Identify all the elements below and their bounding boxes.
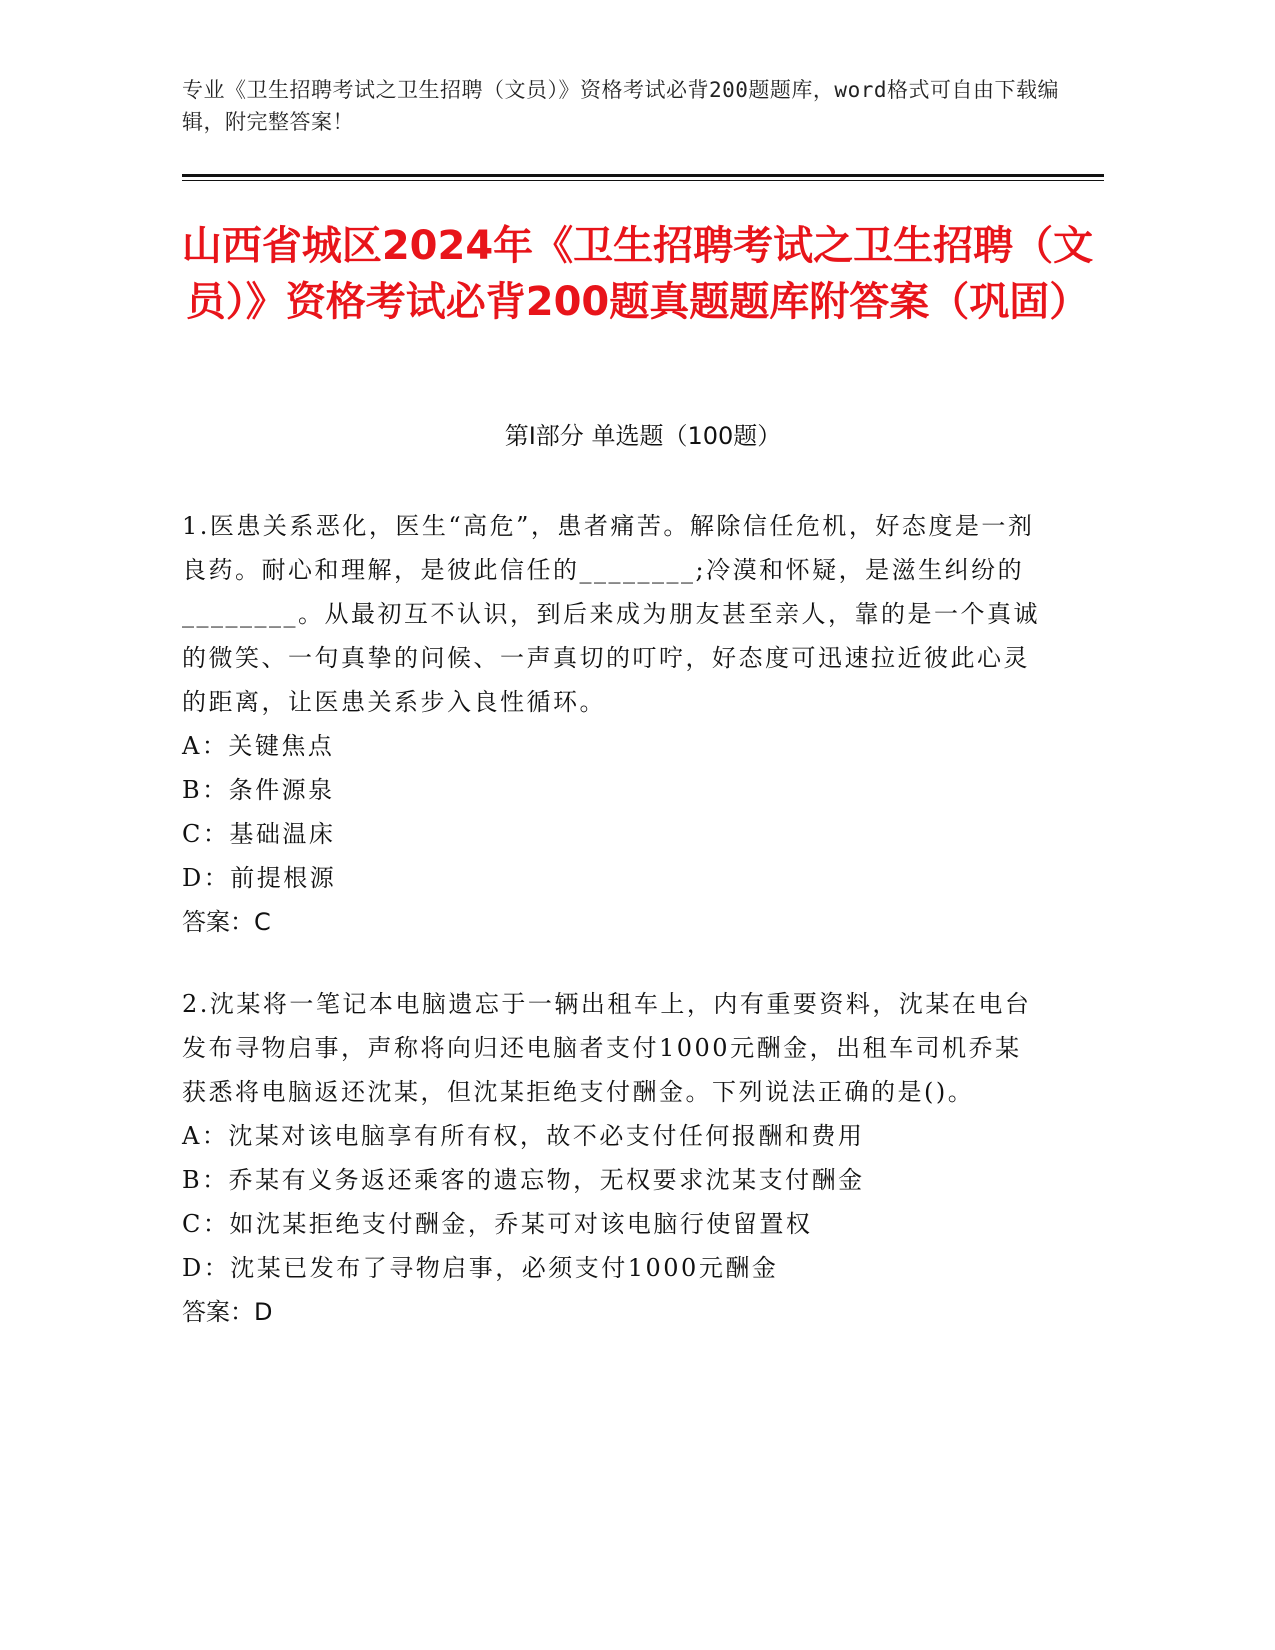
question-stem: 1.医患关系恶化，医生“高危”，患者痛苦。解除信任危机，好态度是一剂良药。耐心和理解，是彼此信任的________;冷漠和怀疑，是滋生纠纷的________。从最初互不认识，到后来成为朋友甚至亲人，靠的是一个真诚的微笑、一句真挚的问候、一声真切的叮咛，好态度可迅速拉近彼此心灵的距离，让医患关系步入良性循环。: [182, 512, 1040, 716]
header-note: 专业《卫生招聘考试之卫生招聘（文员）》资格考试必背200题题库，word格式可自由下载编辑，附完整答案！: [182, 78, 1059, 134]
option-b: B：乔某有义务返还乘客的遗忘物，无权要求沈某支付酬金: [182, 1166, 865, 1194]
option-c: C：如沈某拒绝支付酬金，乔某可对该电脑行使留置权: [182, 1210, 813, 1238]
option-d: D：前提根源: [182, 864, 337, 892]
question-1: [182, 504, 1042, 944]
document-title: 山西省城区2024年《卫生招聘考试之卫生招聘（文员）》资格考试必背200题真题题库附答案（巩固）: [181, 223, 1094, 325]
section-heading: 第Ⅰ部分 单选题（100题）: [504, 422, 782, 450]
question-stem: 2.沈某将一笔记本电脑遗忘于一辆出租车上，内有重要资料，沈某在电台发布寻物启事，声称将向归还电脑者支付1000元酬金，出租车司机乔某获悉将电脑返还沈某，但沈某拒绝支付酬金。下列说法正确的是()。: [182, 990, 1032, 1106]
option-c: C：基础温床: [182, 820, 336, 848]
option-d: D：沈某已发布了寻物启事，必须支付1000元酬金: [182, 1254, 779, 1282]
option-a: A：沈某对该电脑享有所有权，故不必支付任何报酬和费用: [182, 1122, 865, 1150]
answer-label: 答案：D: [182, 1298, 273, 1326]
header-divider-thin: [182, 180, 1104, 181]
option-a: A：关键焦点: [182, 732, 335, 760]
question-2: [182, 982, 1042, 1334]
header-divider-thick: [182, 174, 1104, 177]
answer-label: 答案：C: [182, 908, 271, 936]
option-b: B：条件源泉: [182, 776, 335, 804]
